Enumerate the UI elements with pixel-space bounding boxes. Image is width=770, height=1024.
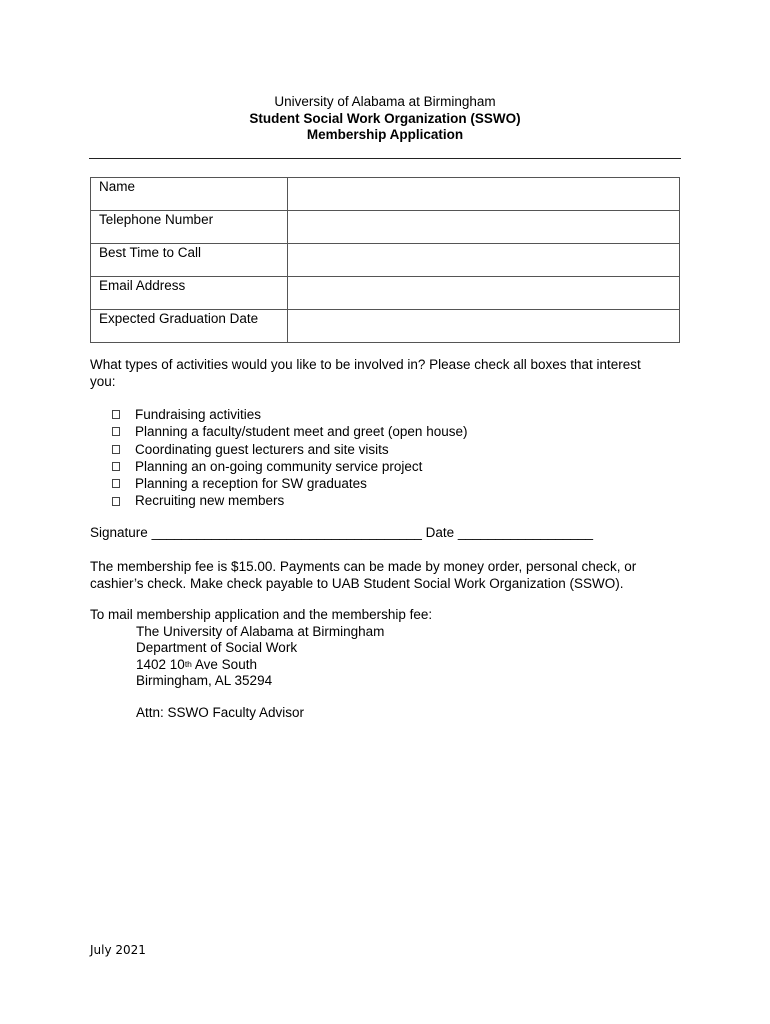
date-label: Date [425, 525, 455, 540]
checkbox[interactable] [112, 479, 120, 488]
checkbox-label: Planning an on-going community service project [135, 458, 423, 474]
organization-name: Student Social Work Organization (SSWO) [249, 110, 521, 126]
header-divider [89, 158, 681, 159]
field-row-name [91, 178, 680, 211]
checkbox[interactable] [112, 410, 120, 419]
graduation-date-input-cell[interactable] [288, 310, 680, 343]
checkbox-label: Planning a faculty/student meet and greet (open house) [135, 424, 468, 440]
street-address [136, 657, 384, 673]
list-item [112, 423, 467, 440]
checkbox-label: Recruiting new members [135, 493, 285, 509]
checkbox[interactable] [112, 497, 120, 506]
address-line: Department of Social Work [136, 640, 298, 656]
checkbox-label: Fundraising activities [135, 407, 262, 422]
checkbox[interactable] [112, 462, 120, 471]
city-state-zip: Birmingham, AL 35294 [136, 672, 273, 688]
activities-question: What types of activities would you like to be involved in? Please check all boxes that interest you: [90, 357, 641, 389]
name-input-cell[interactable] [288, 178, 680, 211]
field-label: Best Time to Call [91, 244, 288, 277]
field-row-best-time [91, 244, 680, 277]
field-label: Telephone Number [91, 211, 288, 244]
signature-date-line [90, 525, 593, 540]
list-item [112, 458, 467, 475]
activities-checklist [112, 406, 467, 510]
telephone-input-cell[interactable] [288, 211, 680, 244]
address-line: The University of Alabama at Birmingham [136, 624, 385, 639]
checkbox-label: Coordinating guest lecturers and site visits [135, 441, 389, 457]
footer-date: July 2021 [90, 943, 146, 957]
signature-field[interactable]: ____________________________________ [151, 525, 422, 540]
document-header [0, 94, 770, 144]
signature-label: Signature [90, 525, 148, 540]
membership-fee-text: The membership fee is $15.00. Payments can be made by money order, personal check, or cashier’s check. Make check payable to UAB Student Social Work Organization (SSWO). [90, 559, 637, 591]
form-title: Membership Application [306, 127, 464, 142]
mailing-intro: To mail membership application and the membership fee: [90, 607, 433, 622]
attention-line: Attn: SSWO Faculty Advisor [136, 705, 305, 720]
list-item [112, 406, 467, 423]
field-label: Expected Graduation Date [91, 310, 288, 343]
list-item [112, 441, 467, 458]
list-item [112, 492, 467, 509]
field-label: Name [91, 178, 288, 211]
field-row-email [91, 277, 680, 310]
mailing-address [136, 624, 384, 689]
field-row-graduation-date [91, 310, 680, 343]
email-input-cell[interactable] [288, 277, 680, 310]
street-suffix: th [184, 658, 192, 669]
street-number: 1402 10 [136, 656, 185, 672]
university-name: University of Alabama at Birmingham [274, 94, 496, 109]
field-label: Email Address [91, 277, 288, 310]
list-item [112, 475, 467, 492]
checkbox[interactable] [112, 427, 120, 436]
applicant-info-table [90, 177, 680, 343]
street-name: Ave South [191, 656, 257, 672]
checkbox-label: Planning a reception for SW graduates [135, 476, 367, 492]
field-row-telephone [91, 211, 680, 244]
best-time-input-cell[interactable] [288, 244, 680, 277]
checkbox[interactable] [112, 445, 120, 454]
date-field[interactable]: __________________ [457, 525, 594, 540]
